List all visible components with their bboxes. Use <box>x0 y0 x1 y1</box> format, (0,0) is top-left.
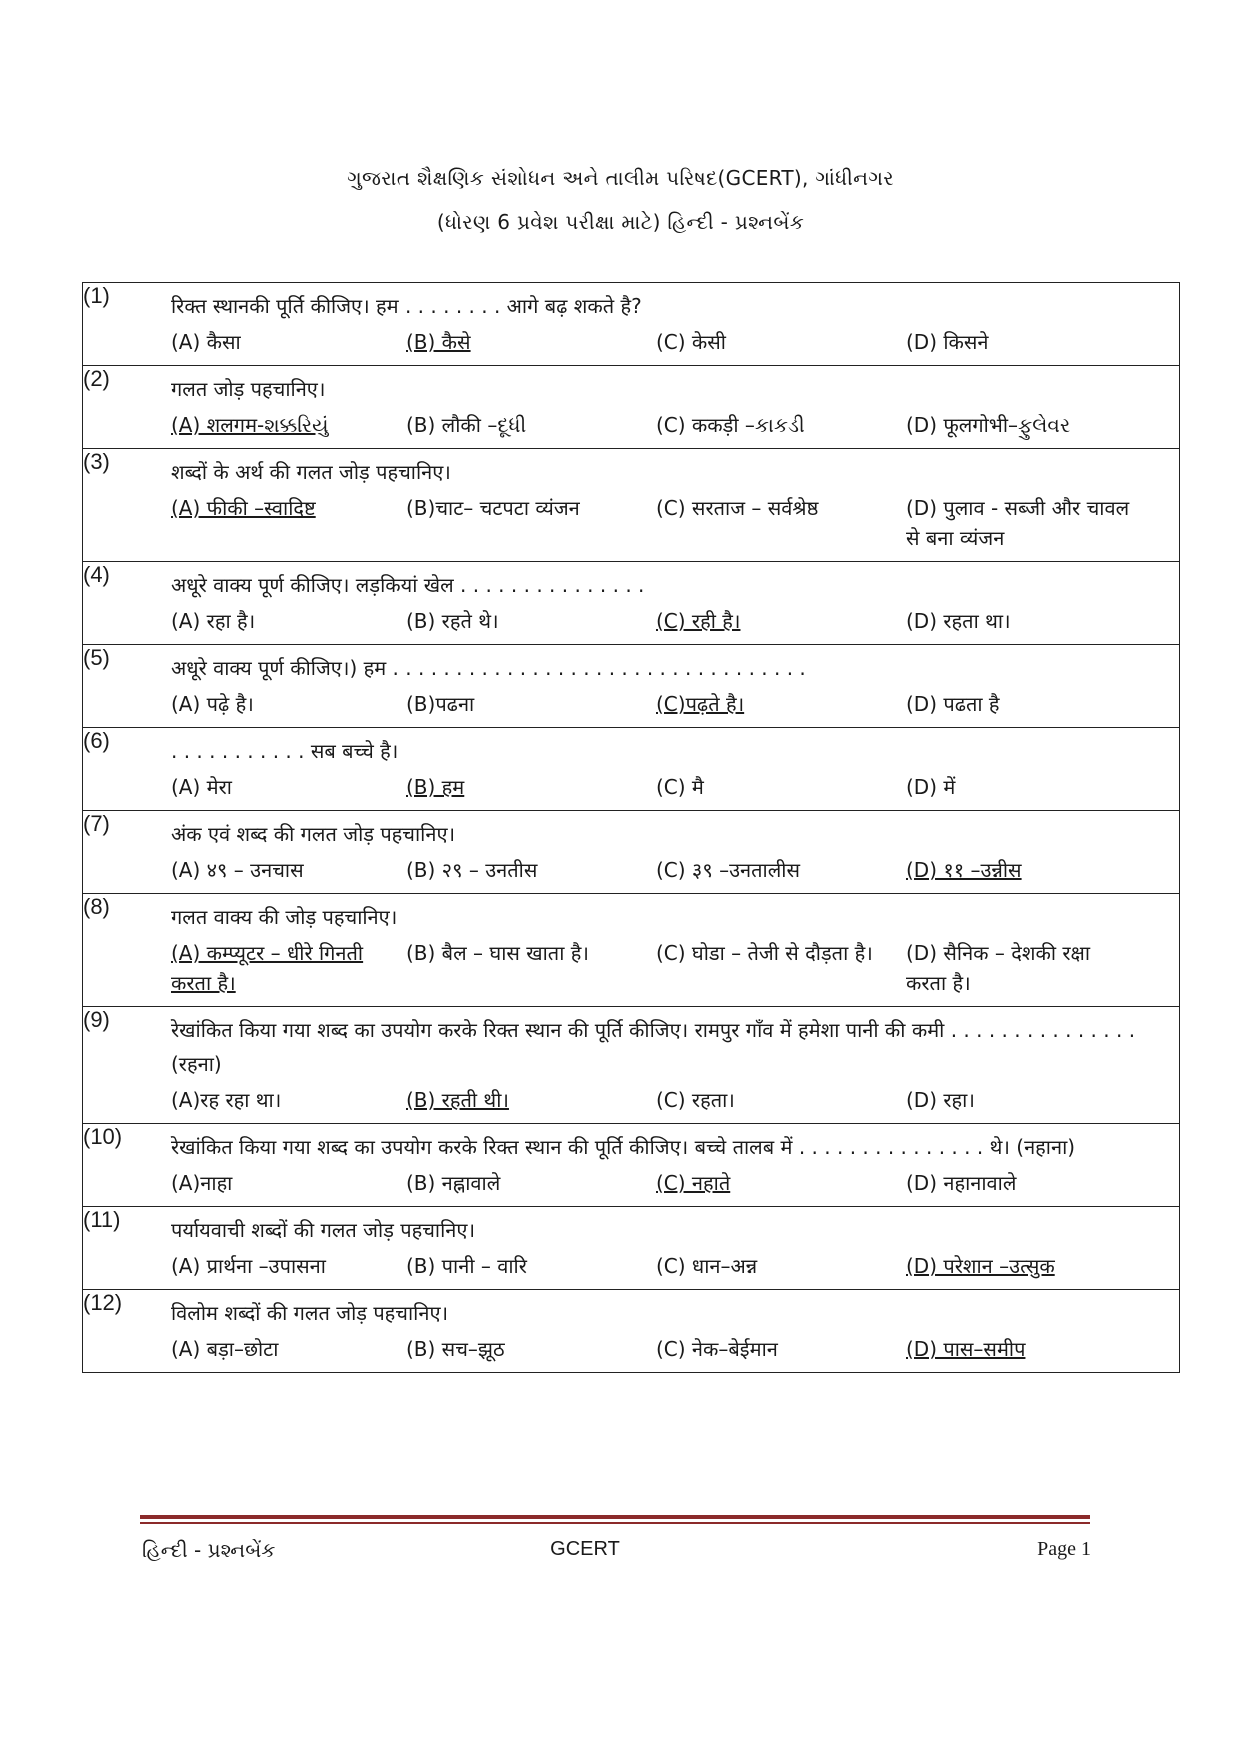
question-number: (2) <box>83 366 172 449</box>
option-a: (A) बड़ा–छोटा <box>171 1337 279 1361</box>
option-a: (A)नाहा <box>171 1171 233 1195</box>
option-b: (B) २९ – उनतीस <box>406 858 538 882</box>
option-d: (D) परेशान –उत्सुक <box>906 1254 1055 1278</box>
option-b: (B) नह्नावाले <box>406 1171 501 1195</box>
question-text: रिक्त स्थानकी पूर्ति कीजिए। हम . . . . . . . . आगे बढ़ शकते है? <box>171 294 642 318</box>
header-subtitle: (ધોરણ 6 પ્રવેશ પરીક્ષા માટે) હિન્દી - પ્રશ્નબેંક <box>436 210 805 234</box>
question-row <box>83 449 1180 562</box>
option-b: (B) सच–झूठ <box>406 1337 505 1361</box>
question-text: अधूरे वाक्य पूर्ण कीजिए।) हम . . . . . . . . . . . . . . . . . . . . . . . . . . . . . . . . . <box>171 656 806 680</box>
question-content <box>171 449 1180 562</box>
page-number: Page 1 <box>1037 1538 1091 1560</box>
option-a: (A) कैसा <box>171 330 241 354</box>
option-d: (D) में <box>906 775 956 799</box>
question-text: गलत जोड़ पहचानिए। <box>171 377 326 401</box>
question-row <box>83 728 1180 811</box>
option-c: (C) रहता। <box>656 1088 735 1112</box>
question-text: शब्दों के अर्थ की गलत जोड़ पहचानिए। <box>171 460 451 484</box>
options <box>171 323 1179 365</box>
question-row <box>83 366 1180 449</box>
question-number: (6) <box>83 728 172 811</box>
option-d: (D) ११ –उन्नीस <box>906 858 1022 882</box>
question-number: (8) <box>83 894 172 1007</box>
question-table <box>82 282 1180 1373</box>
option-a: (A) प्रार्थना –उपासना <box>171 1254 326 1278</box>
options <box>171 851 1179 893</box>
option-d: (D) नहानावाले <box>906 1171 1017 1195</box>
option-d: (D) सैनिक – देशकी रक्षा करता है। <box>906 941 1091 995</box>
option-c: (C) नहाते <box>656 1171 731 1195</box>
question-number: (5) <box>83 645 172 728</box>
question-row <box>83 811 1180 894</box>
option-a: (A) रहा है। <box>171 609 256 633</box>
option-d: (D) रहा। <box>906 1088 975 1112</box>
question-row <box>83 1124 1180 1207</box>
options <box>171 1247 1179 1289</box>
question-number: (1) <box>83 283 172 366</box>
question-number: (9) <box>83 1007 172 1124</box>
question-row <box>83 894 1180 1007</box>
option-b: (B) पानी – वारि <box>406 1254 527 1278</box>
question-row <box>83 283 1180 366</box>
question-number: (7) <box>83 811 172 894</box>
option-c: (C) ककड़ी –કાકડી <box>656 413 805 437</box>
option-c: (C) ३९ –उनतालीस <box>656 858 800 882</box>
question-text: अधूरे वाक्य पूर्ण कीजिए। लड़कियां खेल . . . . . . . . . . . . . . . <box>171 573 645 597</box>
option-a: (A) फीकी –स्वादिष्ट <box>171 496 316 520</box>
option-c: (C)पढ़ते है। <box>656 692 745 716</box>
question-content <box>171 1207 1180 1290</box>
question-content <box>171 645 1180 728</box>
option-c: (C) घोडा – तेजी से दौड़ता है। <box>656 941 873 965</box>
question-content <box>171 283 1180 366</box>
question-number: (3) <box>83 449 172 562</box>
question-number: (10) <box>83 1124 172 1207</box>
option-b: (B) कैसे <box>406 330 471 354</box>
options <box>171 768 1179 810</box>
question-content <box>171 562 1180 645</box>
question-content <box>171 811 1180 894</box>
option-c: (C) धान–अन्न <box>656 1254 758 1278</box>
option-b: (B) हम <box>406 775 465 799</box>
question-text: अंक एवं शब्द की गलत जोड़ पहचानिए। <box>171 822 456 846</box>
question-text: रेखांकित किया गया शब्द का उपयोग करके रिक्त स्थान की पूर्ति कीजिए। रामपुर गाँव में हमेशा पानी की कमी . . . . . . . . . . . . . . . (रहना) <box>171 1018 1136 1076</box>
options <box>171 602 1179 644</box>
question-content <box>171 1007 1180 1124</box>
question-row <box>83 1007 1180 1124</box>
header-title: ગુજરાત શૈક્ષણિક સંશોધન અને તાલીમ પરિષદ(GCERT), ગાંધીનગર <box>347 166 894 190</box>
question-text: पर्यायवाची शब्दों की गलत जोड़ पहचानिए। <box>171 1218 476 1242</box>
question-content <box>171 366 1180 449</box>
option-a: (A) पढ़े है। <box>171 692 254 716</box>
options <box>171 685 1179 727</box>
footer-rule-thin <box>140 1522 1090 1524</box>
option-a: (A) कम्प्यूटर – धीरे गिनती करता है। <box>171 941 364 995</box>
option-d: (D) फूलगोभी–ફુલેવર <box>906 413 1071 437</box>
options <box>171 934 1179 1006</box>
option-b: (B) रहते थे। <box>406 609 499 633</box>
question-text: रेखांकित किया गया शब्द का उपयोग करके रिक्त स्थान की पूर्ति कीजिए। बच्चे तालब में . . . . . . . . . . . . . . . थे। (नहाना) <box>171 1135 1076 1159</box>
question-row <box>83 645 1180 728</box>
question-text: गलत वाक्य की जोड़ पहचानिए। <box>171 905 398 929</box>
question-content <box>171 1290 1180 1373</box>
options <box>171 1081 1179 1123</box>
question-row <box>83 562 1180 645</box>
option-b: (B) रहती थी। <box>406 1088 509 1112</box>
option-b: (B)चाट– चटपटा व्यंजन <box>406 496 580 520</box>
question-number: (12) <box>83 1290 172 1373</box>
footer-center: GCERT <box>550 1538 620 1560</box>
option-c: (C) मै <box>656 775 704 799</box>
question-number: (4) <box>83 562 172 645</box>
options <box>171 406 1179 448</box>
options <box>171 1330 1179 1372</box>
question-content <box>171 894 1180 1007</box>
question-content <box>171 1124 1180 1207</box>
option-c: (C) केसी <box>656 330 726 354</box>
footer-rule <box>140 1515 1090 1519</box>
question-number: (11) <box>83 1207 172 1290</box>
option-d: (D) पुलाव - सब्जी और चावल से बना व्यंजन <box>906 496 1130 550</box>
option-a: (A) मेरा <box>171 775 232 799</box>
option-a: (A) शलगम-શક્કરિયું <box>171 413 329 437</box>
option-c: (C) नेक–बेईमान <box>656 1337 778 1361</box>
question-content <box>171 728 1180 811</box>
option-d: (D) पढता है <box>906 692 1000 716</box>
question-text: . . . . . . . . . . . सब बच्चे है। <box>171 739 399 763</box>
option-b: (B) लौकी –દૂધી <box>406 413 527 437</box>
question-text: विलोम शब्दों की गलत जोड़ पहचानिए। <box>171 1301 449 1325</box>
question-row <box>83 1207 1180 1290</box>
footer-left: હિન્દી - પ્રશ્નબેંક <box>142 1538 276 1562</box>
option-a: (A)रह रहा था। <box>171 1088 282 1112</box>
option-d: (D) रहता था। <box>906 609 1011 633</box>
option-b: (B)पढना <box>406 692 475 716</box>
option-b: (B) बैल – घास खाता है। <box>406 941 589 965</box>
question-row <box>83 1290 1180 1373</box>
option-d: (D) किसने <box>906 330 989 354</box>
option-c: (C) रही है। <box>656 609 741 633</box>
option-a: (A) ४९ – उनचास <box>171 858 304 882</box>
option-c: (C) सरताज – सर्वश्रेष्ठ <box>656 496 819 520</box>
options <box>171 1164 1179 1206</box>
option-d: (D) पास–समीप <box>906 1337 1026 1361</box>
options <box>171 489 1179 561</box>
